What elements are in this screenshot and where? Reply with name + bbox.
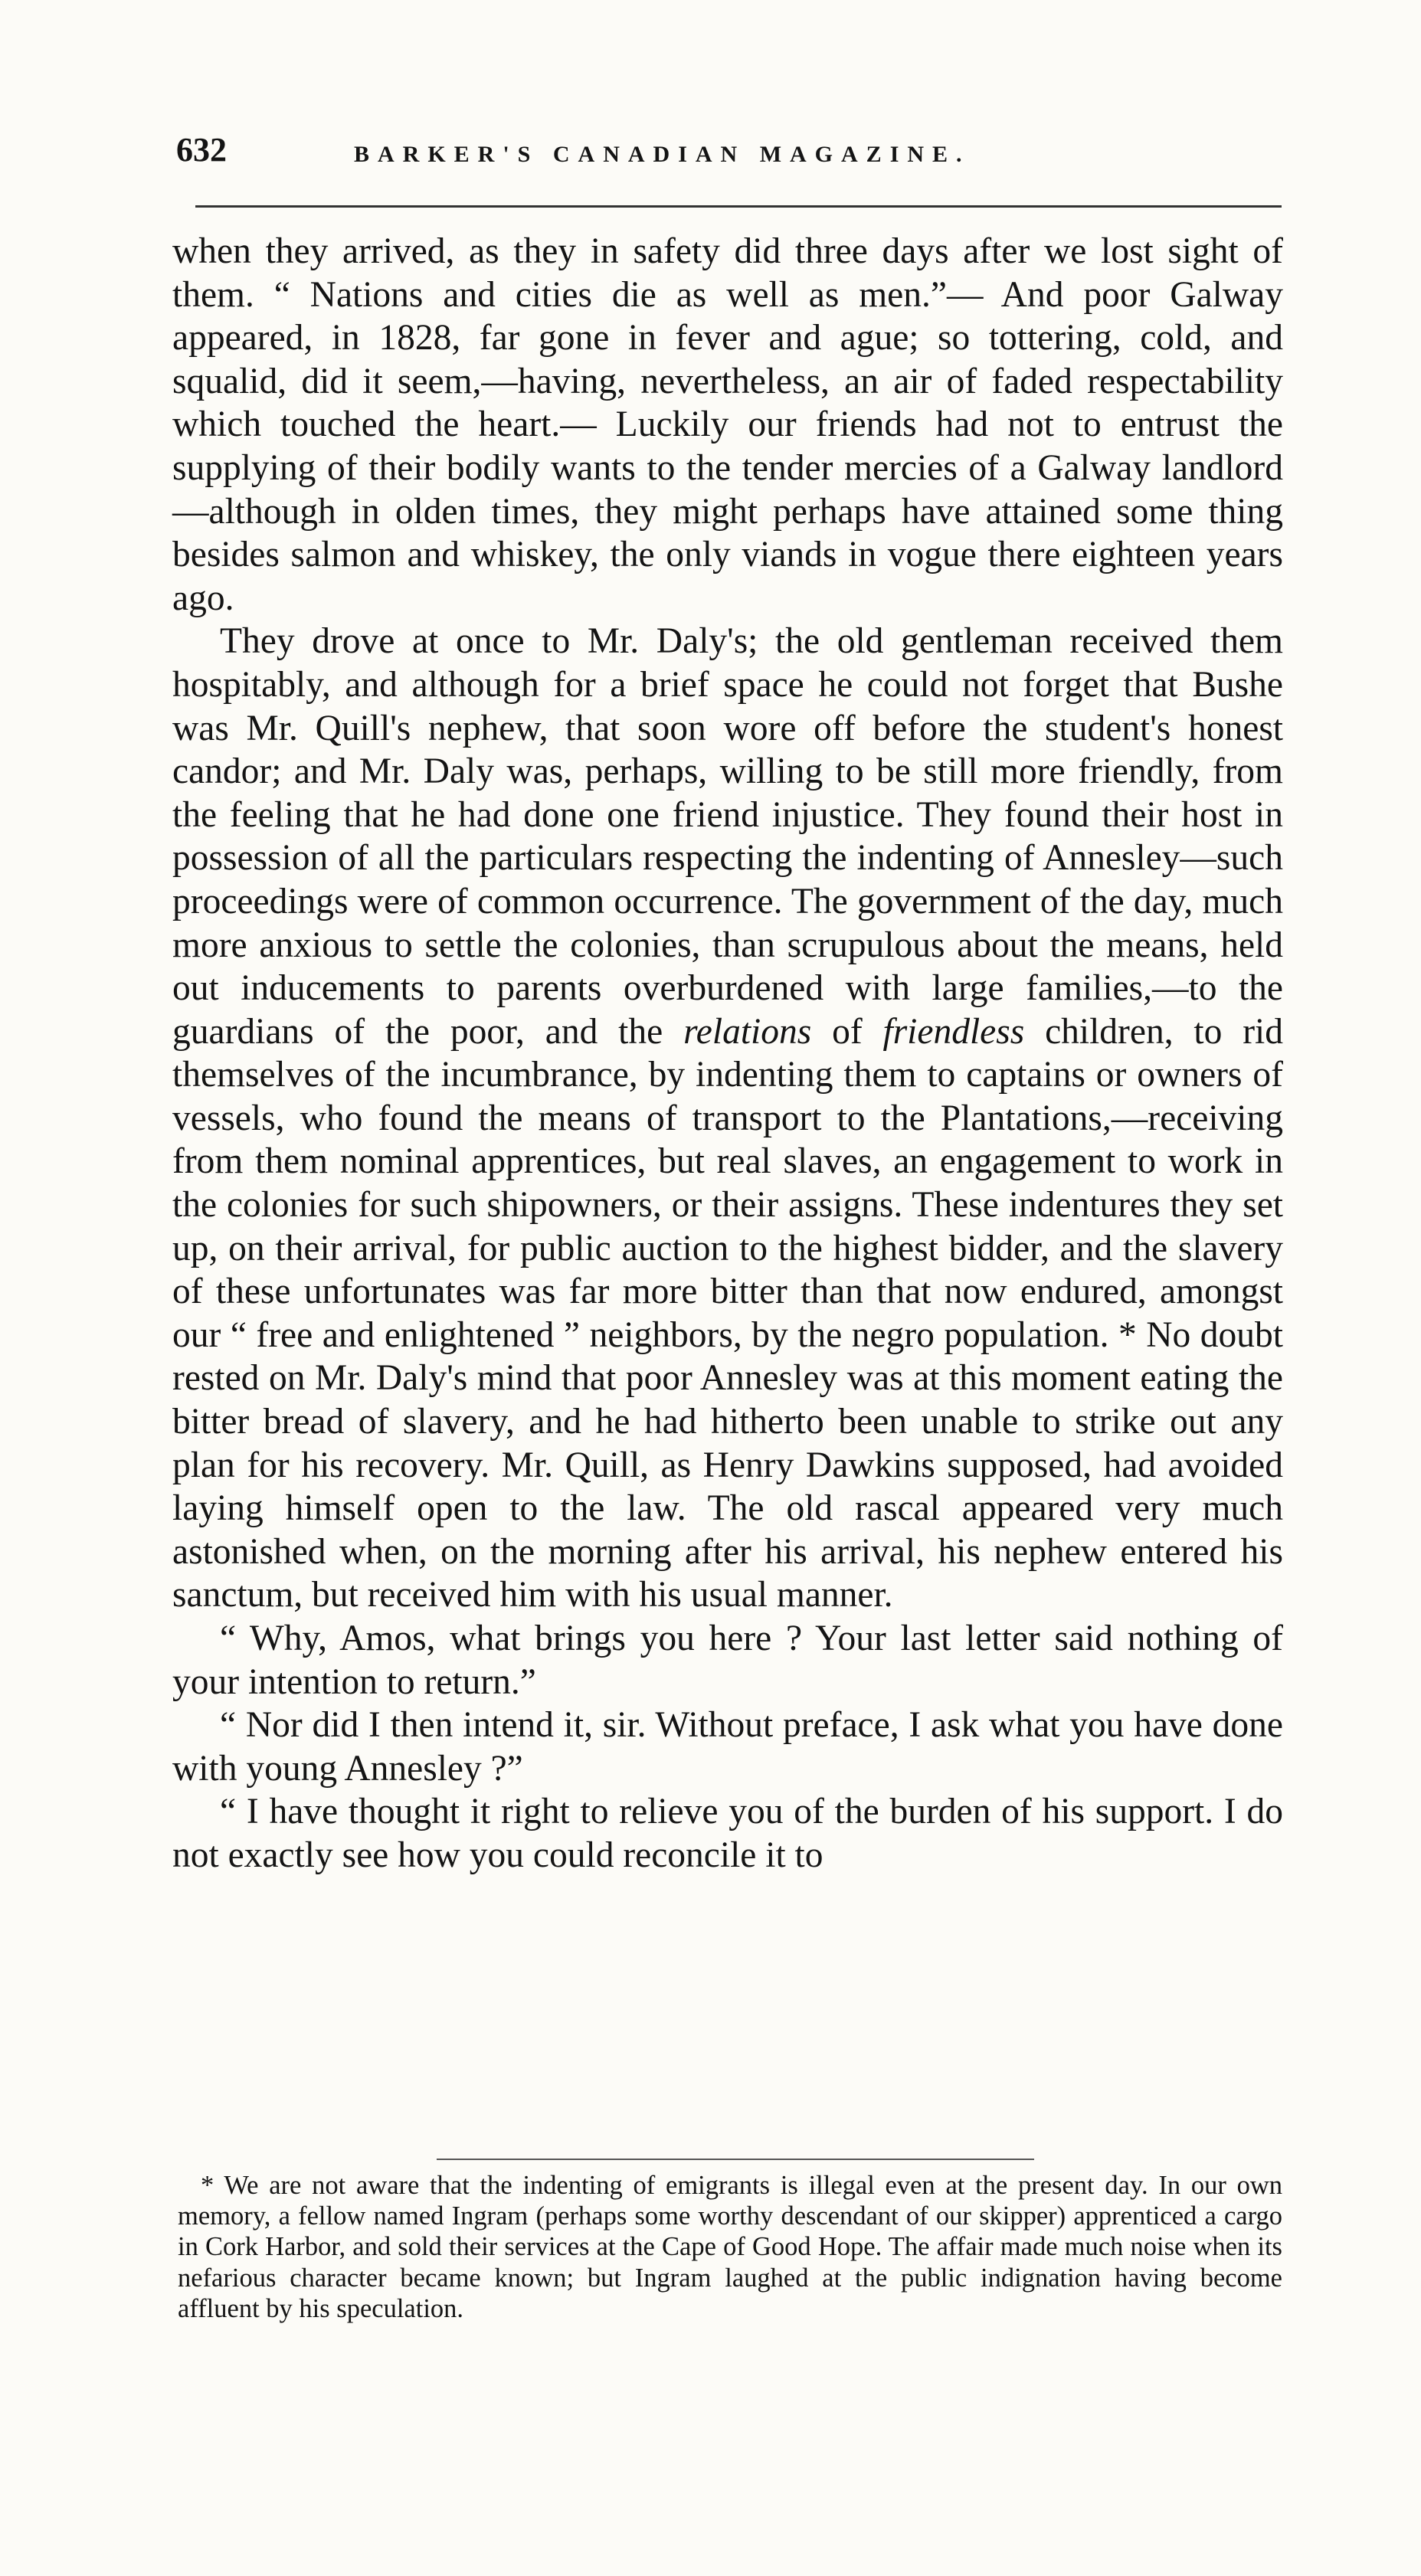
paragraph-4: “ Nor did I then intend it, sir. Without preface, I ask what you have done with young Annesley ?” bbox=[172, 1705, 1283, 1789]
page-header bbox=[176, 129, 1279, 172]
footnote bbox=[178, 2170, 1282, 2324]
word-of: of bbox=[832, 1011, 863, 1052]
paragraph-2-text-a: They drove at once to Mr. Daly's; the old gentleman received them hospitably, and although for a brief space he could not forget that Bushe was Mr. Quill's nephew, that soon wore off before the student's honest candor; and Mr. Daly was, perhaps, willing to be still more friendly, from the feeling that he had done one friend injustice. They found their host in possession of all the particulars respecting the indenting of Annesley—such proceedings were of common occurrence. The government of the day, much more anxious to settle the colonies, than scrupulous about the means, held out inducements to parents overburdened with large families,—to the guardians of the poor, and the bbox=[172, 621, 1283, 1052]
emphasis-friendless: friendless bbox=[882, 1011, 1025, 1052]
article-body bbox=[172, 230, 1283, 1877]
paragraph-2 bbox=[172, 620, 1283, 1617]
footnote-text: * We are not aware that the indenting of emigrants is illegal even at the present day. In our own memory, a fellow named Ingram (perhaps some worthy descendant of our skipper) apprenticed a cargo in Cork Harbor, and sold their services at the Cape of Good Hope. The affair made much noise when its nefarious character became known; but Ingram laughed at the public indignation having become affluent by his speculation. bbox=[178, 2171, 1282, 2323]
page-number: 632 bbox=[176, 131, 227, 169]
running-title: BARKER'S CANADIAN MAGAZINE. bbox=[354, 142, 971, 167]
paragraph-1: when they arrived, as they in safety did three days after we lost sight of them. “ Nations and cities die as well as men.”— And poor Galway appeared, in 1828, far gone in fever and ague; so tottering, cold, and squalid, did it seem,—having, nevertheless, an air of faded respectability which touched the heart.— Luckily our friends had not to entrust the supplying of their bodily wants to the tender mercies of a Galway landlord—although in olden times, they might perhaps have attained some thing besides salmon and whiskey, the only viands in vogue there eighteen years ago. bbox=[172, 231, 1283, 618]
paragraph-3: “ Why, Amos, what brings you here ? Your last letter said nothing of your intention to return.” bbox=[172, 1619, 1283, 1702]
paragraph-5: “ I have thought it right to relieve you of the burden of his support. I do not exactly see how you could reconcile it to bbox=[172, 1792, 1283, 1875]
emphasis-relations: relations bbox=[683, 1011, 812, 1052]
header-rule bbox=[195, 205, 1282, 208]
footnote-rule bbox=[437, 2159, 1034, 2160]
paragraph-2-text-b: children, to rid themselves of the incumbrance, by indenting them to captains or owners of vessels, who found the means of transport to the Plantations,—receiving from them nominal apprentices, but real slaves, an engagement to work in the colonies for such shipowners, or their assigns. These indentures they set up, on their arrival, for public auction to the highest bidder, and the slavery of these unfortunates was far more bitter than that now endured, amongst our “ free and enlightened ” neighbors, by the negro population. * No doubt rested on Mr. Daly's mind that poor Annesley was at this moment eating the bitter bread of slavery, and he had hitherto been unable to strike out any plan for his recovery. Mr. Quill, as Henry Dawkins supposed, had avoided laying himself open to the law. The old rascal appeared very much astonished when, on the morning after his arrival, his nephew entered his sanctum, but received him with his usual manner. bbox=[172, 1011, 1284, 1615]
